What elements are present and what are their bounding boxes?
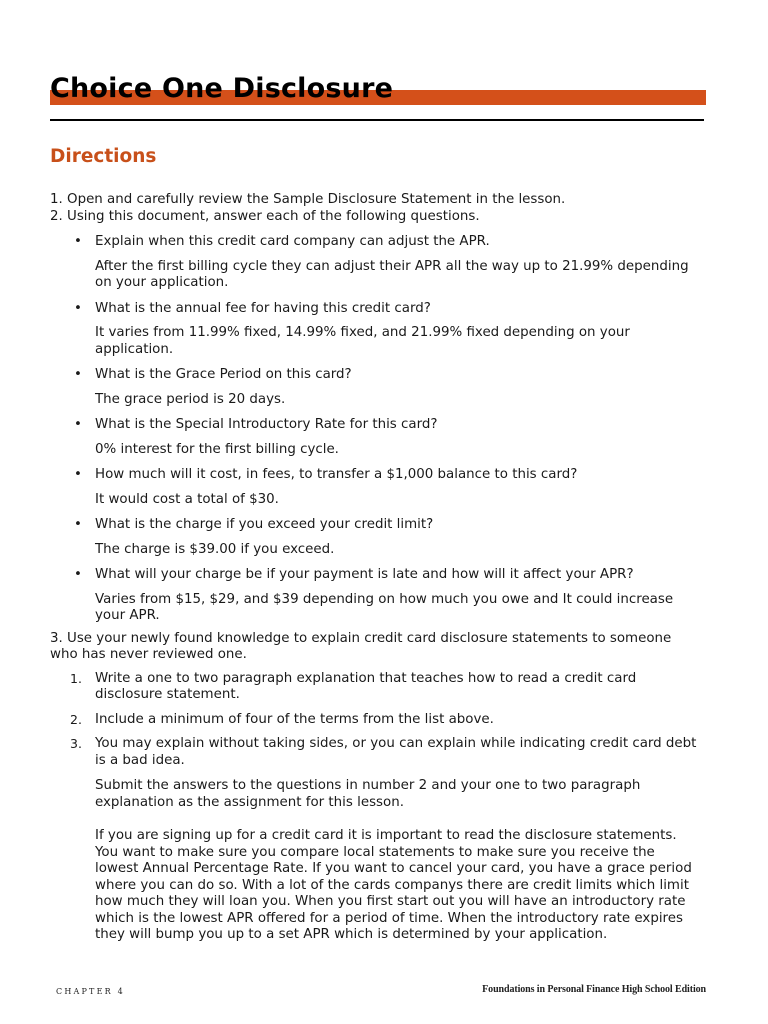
question-text: What is the charge if you exceed your credit limit?	[95, 517, 434, 532]
item-text: Include a minimum of four of the terms from the list above.	[95, 711, 494, 727]
submit-instructions	[50, 778, 722, 811]
question-text: Explain when this credit card company can adjust the APR.	[95, 234, 490, 249]
item-text: is a bad idea.	[95, 752, 185, 768]
directions-heading: Directions	[50, 146, 157, 167]
submit-text: explanation as the assignment for this lesson.	[95, 794, 404, 810]
title-divider	[50, 119, 704, 121]
essay-line: how much they will loan you. When you first start out you will have an introductory rate	[95, 894, 686, 909]
bullet-icon: •	[74, 367, 82, 382]
answer-text: on your application.	[95, 275, 229, 290]
question-item	[50, 567, 722, 625]
bullet-icon: •	[74, 567, 82, 582]
question-item	[50, 417, 722, 458]
submit-text: Submit the answers to the questions in number 2 and your one to two paragraph	[95, 778, 641, 793]
footer-chapter: CHAPTER 4	[56, 987, 125, 996]
essay-line: which is the lowest APR offered for a period of time. When the introductory rate expires	[95, 910, 683, 926]
essay-line: lowest Annual Percentage Rate. If you want to cancel your card, you have a grace period	[95, 861, 692, 876]
step-3: 3. Use your newly found knowledge to explain credit card disclosure statements to someone	[50, 630, 672, 646]
numbered-item	[50, 671, 722, 704]
answer-text: It varies from 11.99% fixed, 14.99% fixed, and 21.99% fixed depending on your	[95, 325, 630, 340]
item-number: 3.	[70, 736, 82, 751]
numbered-item	[50, 736, 722, 769]
item-text: disclosure statement.	[95, 687, 240, 702]
item-text: Write a one to two paragraph explanation that teaches how to read a credit card	[95, 670, 637, 686]
step-3-continued: who has never reviewed one.	[50, 647, 247, 662]
question-text: How much will it cost, in fees, to transfer a $1,000 balance to this card?	[95, 467, 578, 482]
answer-text: The charge is $39.00 if you exceed.	[95, 541, 335, 557]
answer-text: your APR.	[95, 608, 160, 623]
bullet-icon: •	[74, 417, 82, 432]
essay-line: You want to make sure you compare local statements to make sure you receive the	[95, 844, 655, 860]
essay-line: they will bump you up to a set APR which is determined by your application.	[95, 927, 608, 942]
question-item	[50, 301, 722, 359]
essay-line: where you can do so. With a lot of the cards companys there are credit limits which limit	[95, 877, 689, 893]
bullet-icon: •	[74, 517, 82, 532]
question-text: What is the Grace Period on this card?	[95, 367, 352, 382]
item-number: 2.	[70, 711, 82, 727]
answer-text: It would cost a total of $30.	[95, 491, 279, 507]
answer-text: After the first billing cycle they can adjust their APR all the way up to 21.99% depending	[95, 258, 689, 274]
essay-paragraph	[50, 828, 722, 944]
step-1: 1. Open and carefully review the Sample Disclosure Statement in the lesson.	[50, 192, 566, 207]
item-text: You may explain without taking sides, or you can explain while indicating credit card debt	[95, 736, 697, 751]
bullet-icon: •	[74, 234, 82, 249]
question-text: What is the annual fee for having this credit card?	[95, 300, 431, 316]
question-item	[50, 367, 722, 408]
numbered-item	[50, 712, 722, 729]
question-text: What is the Special Introductory Rate for this card?	[95, 417, 438, 432]
bullet-icon: •	[74, 467, 82, 482]
question-item	[50, 517, 722, 558]
directions-content	[50, 192, 722, 944]
bullet-icon: •	[74, 300, 82, 316]
answer-text: application.	[95, 341, 174, 357]
item-number: 1.	[70, 670, 82, 686]
step-2: 2. Using this document, answer each of the following questions.	[50, 208, 480, 224]
question-item	[50, 234, 722, 292]
answer-text: The grace period is 20 days.	[95, 391, 286, 407]
question-item	[50, 467, 722, 508]
question-text: What will your charge be if your payment is late and how will it affect your APR?	[95, 567, 634, 582]
page-title: Choice One Disclosure	[50, 73, 394, 104]
answer-text: 0% interest for the first billing cycle.	[95, 441, 339, 457]
answer-text: Varies from $15, $29, and $39 depending on how much you owe and It could increase	[95, 591, 674, 607]
essay-line: If you are signing up for a credit card it is important to read the disclosure statements.	[95, 828, 677, 843]
footer-book-title: Foundations in Personal Finance High School Edition	[482, 984, 706, 995]
